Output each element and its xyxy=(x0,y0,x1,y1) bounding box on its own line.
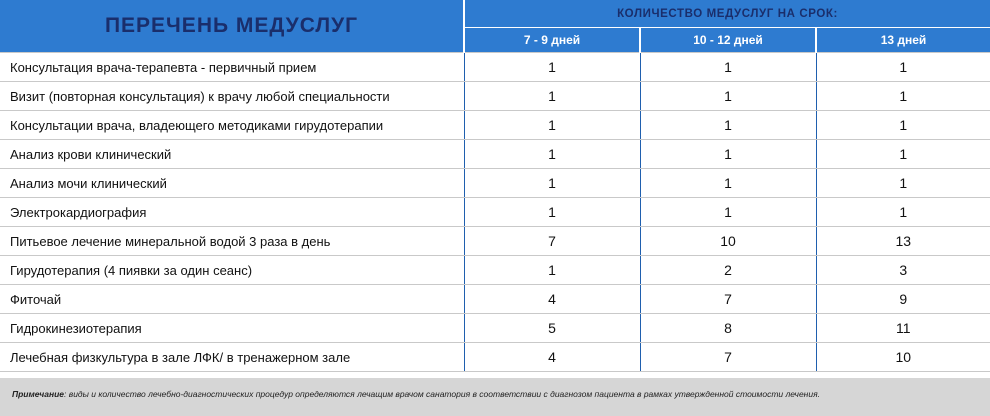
quantity-cell: 13 xyxy=(816,227,990,256)
quantity-cell: 4 xyxy=(464,285,640,314)
quantity-cell: 1 xyxy=(464,111,640,140)
quantity-cell: 1 xyxy=(816,140,990,169)
service-name: Анализ мочи клинический xyxy=(0,169,464,198)
service-name: Анализ крови клинический xyxy=(0,140,464,169)
quantity-cell: 1 xyxy=(816,111,990,140)
table-row xyxy=(0,140,990,169)
service-name: Гидрокинезиотерапия xyxy=(0,314,464,343)
quantity-cell: 1 xyxy=(464,256,640,285)
service-name: Фиточай xyxy=(0,285,464,314)
quantity-cell: 1 xyxy=(816,198,990,227)
table-row xyxy=(0,343,990,372)
table-title: ПЕРЕЧЕНЬ МЕДУСЛУГ xyxy=(0,0,464,53)
table-row xyxy=(0,169,990,198)
quantity-cell: 1 xyxy=(464,198,640,227)
quantity-cell: 11 xyxy=(816,314,990,343)
service-name: Консультации врача, владеющего методиками гирудотерапии xyxy=(0,111,464,140)
quantity-cell: 4 xyxy=(464,343,640,372)
quantity-cell: 1 xyxy=(816,169,990,198)
quantity-cell: 2 xyxy=(640,256,816,285)
quantity-cell: 1 xyxy=(640,82,816,111)
quantity-cell: 1 xyxy=(464,140,640,169)
quantity-cell: 5 xyxy=(464,314,640,343)
table-row xyxy=(0,285,990,314)
table-row xyxy=(0,256,990,285)
service-name: Гирудотерапия (4 пиявки за один сеанс) xyxy=(0,256,464,285)
quantity-cell: 1 xyxy=(816,82,990,111)
quantity-cell: 1 xyxy=(640,140,816,169)
table-row xyxy=(0,111,990,140)
service-name: Консультация врача-терапевта - первичный прием xyxy=(0,53,464,82)
quantity-cell: 3 xyxy=(816,256,990,285)
quantity-cell: 1 xyxy=(640,169,816,198)
table-row xyxy=(0,53,990,82)
footnote-label: Примечание xyxy=(12,389,65,399)
quantity-cell: 1 xyxy=(816,53,990,82)
quantity-cell: 9 xyxy=(816,285,990,314)
quantity-cell: 7 xyxy=(640,343,816,372)
table-row xyxy=(0,314,990,343)
table-row xyxy=(0,198,990,227)
quantity-cell: 1 xyxy=(464,82,640,111)
quantity-cell: 7 xyxy=(464,227,640,256)
period-header-2: 10 - 12 дней xyxy=(640,28,816,53)
period-header-3: 13 дней xyxy=(816,28,990,53)
footnote-text: : виды и количество лечебно-диагностических процедур определяются лечащим врачом санатория в соответствии с диагнозом пациента в рамках утвержденной стоимости лечения. xyxy=(64,389,820,399)
quantity-cell: 1 xyxy=(640,53,816,82)
service-name: Визит (повторная консультация) к врачу любой специальности xyxy=(0,82,464,111)
quantity-cell: 1 xyxy=(464,169,640,198)
quantity-cell: 1 xyxy=(640,198,816,227)
table-row xyxy=(0,227,990,256)
quantity-cell: 1 xyxy=(640,111,816,140)
quantity-cell: 10 xyxy=(816,343,990,372)
quantity-cell: 7 xyxy=(640,285,816,314)
footnote xyxy=(0,378,990,416)
service-name: Питьевое лечение минеральной водой 3 раза в день xyxy=(0,227,464,256)
service-name: Электрокардиография xyxy=(0,198,464,227)
quantity-cell: 1 xyxy=(464,53,640,82)
period-header-1: 7 - 9 дней xyxy=(464,28,640,53)
quantity-cell: 8 xyxy=(640,314,816,343)
quantity-cell: 10 xyxy=(640,227,816,256)
service-name: Лечебная физкультура в зале ЛФК/ в тренажерном зале xyxy=(0,343,464,372)
quantity-group-header: КОЛИЧЕСТВО МЕДУСЛУГ НА СРОК: xyxy=(464,0,990,28)
table-row xyxy=(0,82,990,111)
